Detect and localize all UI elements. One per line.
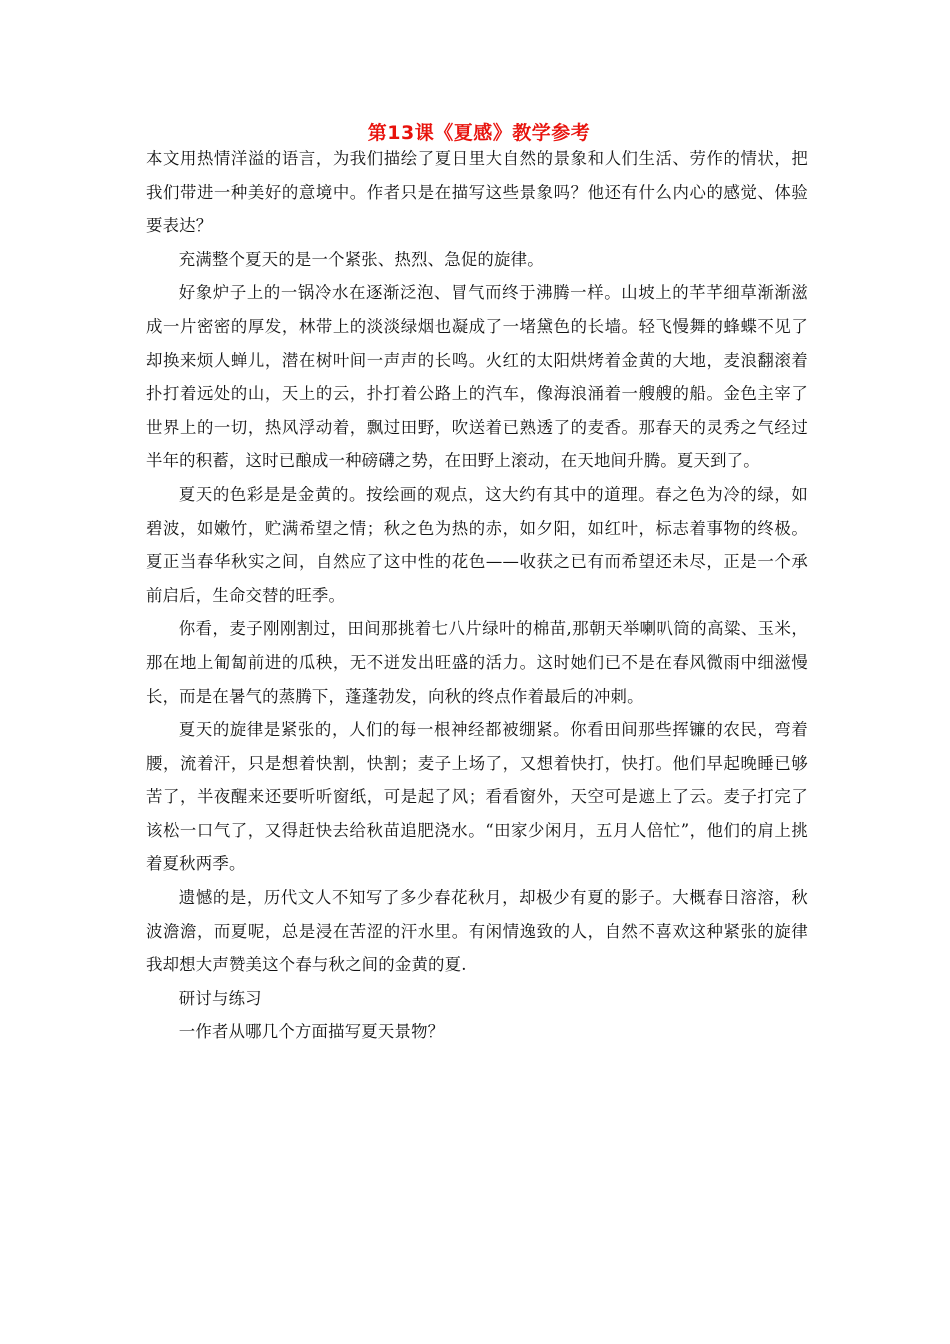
paragraph-intro: 本文用热情洋溢的语言，为我们描绘了夏日里大自然的景象和人们生活、劳作的情状，把我们带进一种美好的意境中。作者只是在描写这些景象吗？他还有什么内心的感觉、体验要表达？	[146, 149, 808, 236]
paragraph-crops: 你看，麦子刚刚割过，田间那挑着七八片绿叶的棉苗,那朝天举喇叭筒的高粱、玉米，那在地上匍匐前进的瓜秧，无不迸发出旺盛的活力。这时她们已不是在春风微雨中细滋慢长，而是在暑气的蒸腾下，蓬蓬勃发，向秋的终点作着最后的冲刺。	[146, 619, 808, 706]
paragraph-color: 夏天的色彩是是金黄的。按绘画的观点，这大约有其中的道理。春之色为冷的绿，如碧波，如嫩竹，贮满希望之情；秋之色为热的赤，如夕阳，如红叶，标志着事物的终极。夏正当春华秋实之间，自然应了这中性的花色——收获之已有而希望还未尽，正是一个承前启后，生命交替的旺季。	[146, 484, 808, 605]
paragraph-scenery: 好象炉子上的一锅冷水在逐渐泛泡、冒气而终于沸腾一样。山坡上的芊芊细草渐渐滋成一片密密的厚发，林带上的淡淡绿烟也凝成了一堵黛色的长墙。轻飞慢舞的蜂蝶不见了却换来烦人蝉儿，潜在树叶间一声声的长鸣。火红的太阳烘烤着金黄的大地，麦浪翻滚着扑打着远处的山，天上的云，扑打着公路上的汽车，像海浪涌着一艘艘的船。金色主宰了世界上的一切，热风浮动着，飘过田野，吹送着已熟透了的麦香。那春天的灵秀之气经过半年的积蓄，这时已酿成一种磅礴之势，在田野上滚动，在天地间升腾。夏天到了。	[146, 283, 808, 471]
document-title: 第13课《夏感》教学参考	[367, 122, 591, 144]
section-heading-exercises: 研讨与练习	[178, 988, 262, 1008]
paragraph-regret: 遗憾的是，历代文人不知写了多少春花秋月，却极少有夏的影子。大概春日溶溶，秋波澹澹，而夏呢，总是浸在苦涩的汗水里。有闲情逸致的人，自然不喜欢这种紧张的旋律我却想大声赞美这个春与秋之间的金黄的夏.	[146, 888, 808, 975]
exercise-question: 一作者从哪几个方面描写夏天景物？	[178, 1022, 445, 1042]
paragraph-melody: 充满整个夏天的是一个紧张、热烈、急促的旋律。	[178, 249, 544, 269]
paragraph-farmers: 夏天的旋律是紧张的，人们的每一根神经都被绷紧。你看田间那些挥镰的农民，弯着腰，流着汗，只是想着快割，快割；麦子上场了，又想着快打，快打。他们早起晚睡已够苦了，半夜醒来还要听听窗纸，可是起了风；看看窗外，天空可是遮上了云。麦子打完了该松一口气了，又得赶快去给秋苗追肥浇水。“田家少闲月，五月人倍忙”，他们的肩上挑着夏秋两季。	[146, 720, 808, 874]
document-page	[146, 118, 808, 1049]
